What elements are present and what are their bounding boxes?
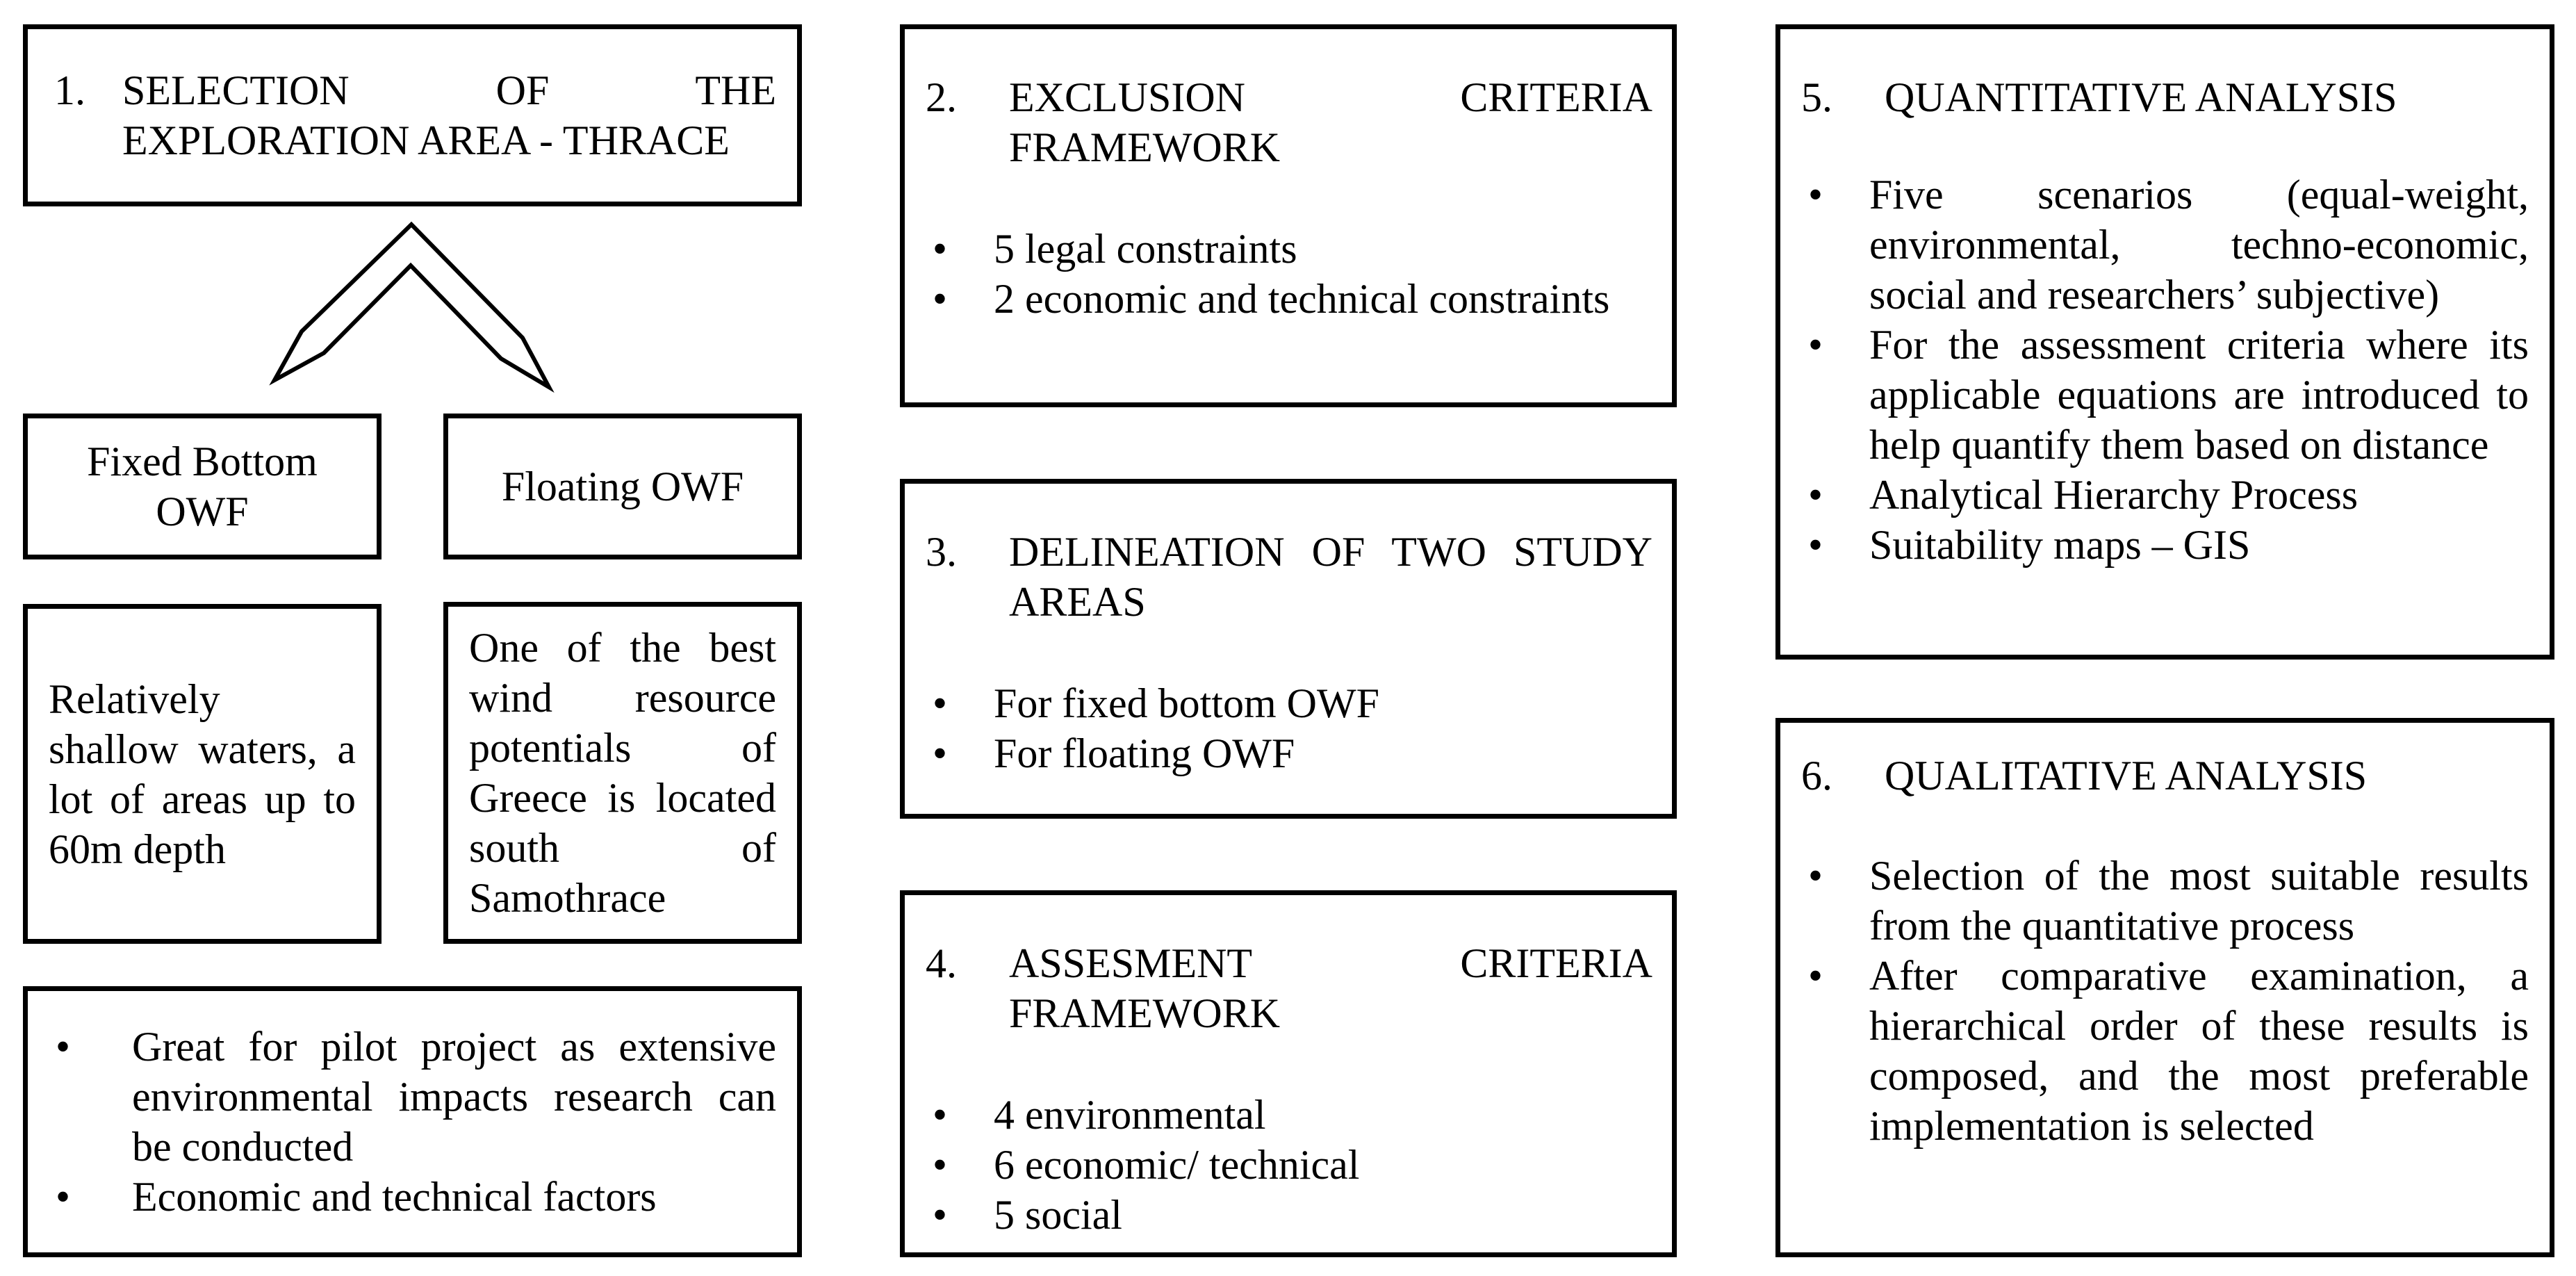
list-item [926,678,1652,728]
fixed-bottom-owf-title [87,436,318,537]
step3-box [900,479,1677,819]
step2-list [926,224,1652,324]
bullet-icon: • [1808,853,1823,899]
bullet-icon: • [933,1142,948,1188]
bullet-icon: • [1808,953,1823,999]
list-item [1801,851,2529,951]
bullet-icon: • [56,1174,71,1220]
fixed-bottom-title-line1: Fixed Bottom [87,439,318,484]
step4-heading [926,938,1652,1038]
list-item [1801,470,2529,520]
bullet-icon: • [933,1192,948,1238]
list-item [926,728,1652,778]
step2-title: EXCLUSION CRITERIA FRAMEWORK [1009,74,1652,170]
list-item [926,224,1652,274]
step2-bullet-text: 5 legal constraints [994,226,1297,272]
floating-owf-box [443,414,802,559]
step5-bullet-text: For the assessment criteria where its applicable equations are introduced to help quantify them based on distance [1869,322,2529,468]
step3-heading [926,527,1652,627]
list-item [926,274,1652,324]
step6-box [1775,718,2554,1257]
step6-number: 6. [1801,753,1832,799]
bullet-icon: • [933,680,948,726]
step1-title: SELECTION OF THE EXPLORATION AREA - THRACE [122,67,776,163]
list-item [926,1140,1652,1190]
fixed-bottom-title-line2: OWF [156,489,249,534]
list-item [49,1022,776,1172]
step4-bullet-text: 6 economic/ technical [994,1142,1360,1188]
step3-bullet-text: For floating OWF [994,730,1295,776]
step4-number: 4. [926,940,957,986]
step3-list [926,678,1652,778]
step4-list [926,1090,1652,1240]
step5-heading [1801,72,2529,122]
step4-box [900,890,1677,1257]
step6-bullet-text: After comparative examination, a hierarchical order of these results is composed, and the most preferable implementation is selected [1869,953,2529,1149]
step6-title: QUALITATIVE ANALYSIS [1885,753,2368,799]
bullet-icon: • [933,276,948,322]
step4-title: ASSESMENT CRITERIA FRAMEWORK [1009,940,1652,1036]
notes-list [49,1022,776,1222]
bullet-icon: • [933,226,948,272]
list-item [1801,520,2529,570]
bullet-icon: • [933,1092,948,1138]
step2-bullet-text: 2 economic and technical constraints [994,276,1610,322]
step5-bullet-text: Suitability maps – GIS [1869,522,2251,568]
fixed-bottom-owf-box [23,414,382,559]
step2-number: 2. [926,74,957,120]
step5-bullet-text: Analytical Hierarchy Process [1869,472,2358,518]
step2-box [900,24,1677,407]
list-item [49,1172,776,1222]
bullet-icon: • [1808,522,1823,568]
step4-bullet-text: 5 social [994,1192,1122,1238]
list-item [1801,951,2529,1151]
step5-list [1801,170,2529,570]
step3-bullet-text: For fixed bottom OWF [994,680,1379,726]
bullet-icon: • [933,730,948,776]
bullet-icon: • [1808,322,1823,368]
step1-number: 1. [54,67,85,113]
notes-box [23,986,802,1257]
step2-heading [926,72,1652,172]
bullet-icon: • [1808,172,1823,218]
floating-description-box [443,602,802,944]
notes-bullet-text: Great for pilot project as extensive environmental impacts research can be conducted [132,1024,776,1170]
step6-heading [1801,751,2529,801]
floating-description: One of the best wind resource potentials of Greece is located south of Samothrace [469,625,776,921]
step5-title: QUANTITATIVE ANALYSIS [1885,74,2397,120]
bullet-icon: • [1808,472,1823,518]
step4-bullet-text: 4 environmental [994,1092,1266,1138]
step3-title: DELINEATION OF TWO STUDY AREAS [1009,529,1652,625]
step5-number: 5. [1801,74,1832,120]
step6-bullet-text: Selection of the most suitable results from the quantitative process [1869,853,2529,949]
step3-number: 3. [926,529,957,575]
fixed-bottom-description: Relatively shallow waters, a lot of areas up to 60m depth [49,676,356,872]
step6-list [1801,851,2529,1151]
list-item [926,1090,1652,1140]
fixed-bottom-description-box [23,604,382,944]
list-item [1801,320,2529,470]
step5-box [1775,24,2554,660]
bullet-icon: • [56,1024,71,1070]
list-item [1801,170,2529,320]
floating-owf-title: Floating OWF [501,464,744,509]
step5-bullet-text: Five scenarios (equal-weight, environmental, techno-economic, social and researchers’ subjective) [1869,172,2529,318]
notes-bullet-text: Economic and technical factors [132,1174,657,1220]
list-item [926,1190,1652,1240]
